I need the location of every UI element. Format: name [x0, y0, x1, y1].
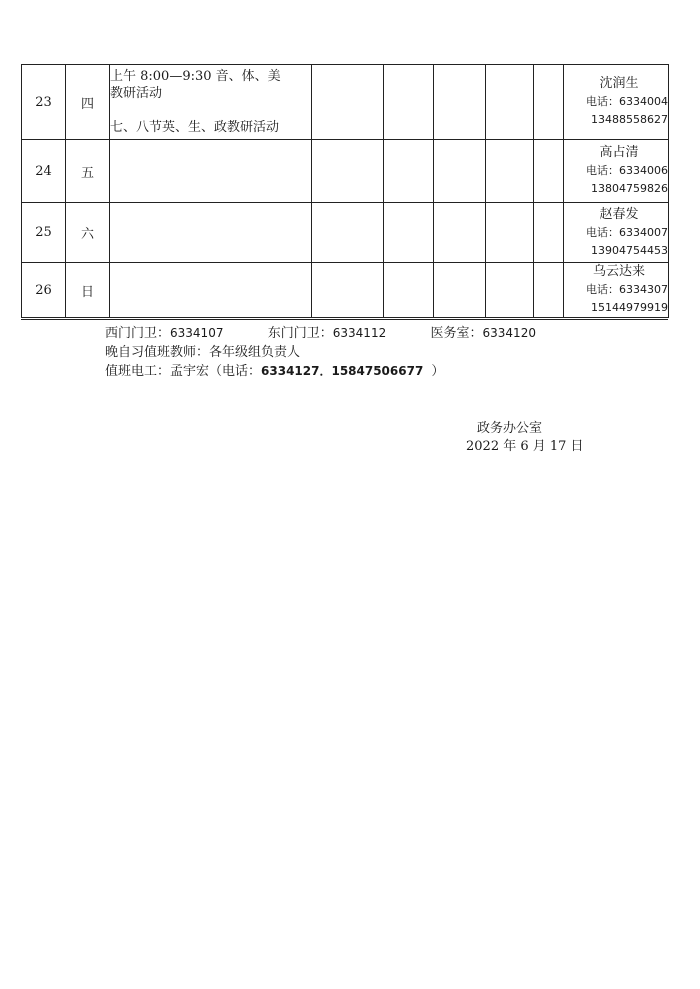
duty-contact-cell	[564, 140, 669, 203]
issuing-office: 政务办公室	[477, 421, 543, 436]
issue-date: 2022 年 6 月 17 日	[466, 439, 584, 454]
empty-cell	[384, 203, 434, 263]
empty-cell	[434, 65, 486, 140]
contact-line-gates	[105, 322, 536, 341]
activity-cell	[110, 203, 312, 263]
empty-cell	[312, 263, 384, 318]
activity-cell	[110, 263, 312, 318]
clinic-label: 医务室：	[430, 326, 483, 341]
east-gate-label: 东门门卫：	[267, 326, 333, 341]
empty-cell	[534, 203, 564, 263]
empty-cell	[534, 263, 564, 318]
date-cell: 23	[22, 65, 66, 140]
table-row	[22, 65, 669, 140]
west-gate-label: 西门门卫：	[105, 326, 171, 341]
east-gate-phone: 6334112	[332, 326, 387, 340]
electrician-phones: 6334127．15847506677	[261, 364, 424, 378]
duty-mobile: 15144979919	[591, 301, 668, 314]
empty-cell	[534, 65, 564, 140]
duty-name: 高占清	[599, 145, 639, 160]
west-gate-phone: 6334107	[170, 326, 224, 340]
duty-phone: 电话：6334007	[586, 225, 668, 239]
duty-contact-cell	[564, 65, 669, 140]
weekday-cell: 五	[66, 140, 110, 203]
weekday-cell: 四	[66, 65, 110, 140]
duty-name: 沈润生	[599, 76, 639, 91]
duty-phone: 电话：6334006	[586, 164, 668, 177]
activity-cell	[110, 140, 312, 203]
duty-mobile: 13904754453	[591, 243, 668, 257]
weekday-cell: 日	[66, 263, 110, 318]
empty-cell	[312, 203, 384, 263]
empty-cell	[486, 203, 534, 263]
evening-study-duty: 晚自习值班教师：各年级组负责人	[105, 345, 301, 360]
empty-cell	[384, 140, 434, 203]
duty-mobile: 13804759826	[591, 182, 668, 195]
duty-name: 赵春发	[599, 206, 639, 222]
date-cell: 26	[22, 263, 66, 318]
activity-line: 七、八节英、生、政教研活动	[110, 120, 280, 135]
weekday-cell: 六	[66, 203, 110, 263]
empty-cell	[486, 65, 534, 140]
empty-cell	[312, 65, 384, 140]
empty-cell	[312, 140, 384, 203]
duty-phone: 电话：6334004	[586, 95, 668, 108]
activity-line: 上午 8:00—9:30 音、体、美	[110, 69, 281, 84]
duty-mobile: 13488558627	[591, 113, 668, 126]
empty-cell	[534, 140, 564, 203]
electrician-label: 值班电工：孟宇宏（电话：	[105, 364, 262, 379]
table-bottom-rule	[21, 319, 668, 320]
duty-contact-cell	[564, 203, 669, 263]
empty-cell	[434, 140, 486, 203]
duty-schedule-table	[21, 64, 669, 318]
table-row	[22, 203, 669, 263]
table-row	[22, 140, 669, 203]
clinic-phone: 6334120	[482, 326, 536, 340]
duty-name: 乌云达来	[592, 264, 645, 279]
empty-cell	[486, 263, 534, 318]
electrician-duty	[105, 360, 444, 379]
duty-phone: 电话：6334307	[586, 283, 668, 296]
electrician-close: ）	[431, 364, 445, 379]
activity-line: 教研活动	[110, 86, 163, 101]
empty-cell	[384, 65, 434, 140]
date-cell: 25	[22, 203, 66, 263]
empty-cell	[486, 140, 534, 203]
duty-contact-cell	[564, 263, 669, 318]
empty-cell	[384, 263, 434, 318]
table-row	[22, 263, 669, 318]
date-cell: 24	[22, 140, 66, 203]
activity-cell	[110, 65, 312, 140]
empty-cell	[434, 203, 486, 263]
empty-cell	[434, 263, 486, 318]
